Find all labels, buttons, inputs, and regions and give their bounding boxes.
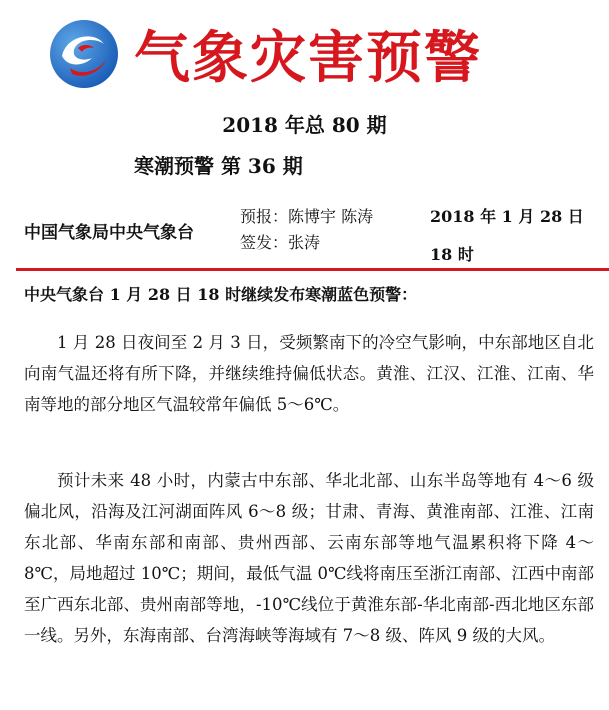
signer-line: 签发：张涛 — [240, 233, 321, 252]
cma-swirl-logo-icon — [48, 18, 120, 90]
body-paragraph-2: 预计未来 48 小时，内蒙古中东部、华北北部、山东半岛等地有 4～6 级偏北风，沿海及江河湖面阵风 6～8 级；甘肃、青海、黄淮南部、江淮、江南东北部、华南东部和南部、贵州西部、云南东部等地气温累积将下降 4～8℃，局地超过 10℃；期间，最低气温 0℃线将南压至浙江南部、江西中南部至广西东北部、贵州南部等地，-10℃线位于黄淮东部-华北南部-西北地区东部一线。另外，东海南部、台湾海峡等海域有 7～8 级、阵风 9 级的大风。 — [24, 471, 594, 645]
issuing-organization: 中国气象局中央气象台 — [24, 223, 194, 243]
body-paragraph-1: 1 月 28 日夜间至 2 月 3 日，受频繁南下的冷空气影响，中东部地区自北向南气温还将有所下降，并继续维持偏低状态。黄淮、江汉、江淮、江南、华南等地的部分地区气温较常年偏低 5～6℃。 — [24, 333, 594, 414]
warning-headline: 中央气象台 1 月 28 日 18 时继续发布寒潮蓝色预警： — [24, 285, 418, 304]
header-divider — [16, 268, 609, 271]
staff-block — [240, 204, 373, 256]
issue-total-number: 2018 年总 80 期 — [222, 113, 387, 137]
page-title: 气象灾害预警 — [134, 25, 482, 91]
document-header — [0, 0, 609, 100]
issue-warning-number: 寒潮预警 第 36 期 — [134, 154, 303, 178]
issuer-meta — [0, 198, 609, 264]
issue-date: 2018 年 1 月 28 日 18 时 — [430, 207, 584, 264]
forecaster-line: 预报：陈博宇 陈涛 — [240, 207, 374, 226]
